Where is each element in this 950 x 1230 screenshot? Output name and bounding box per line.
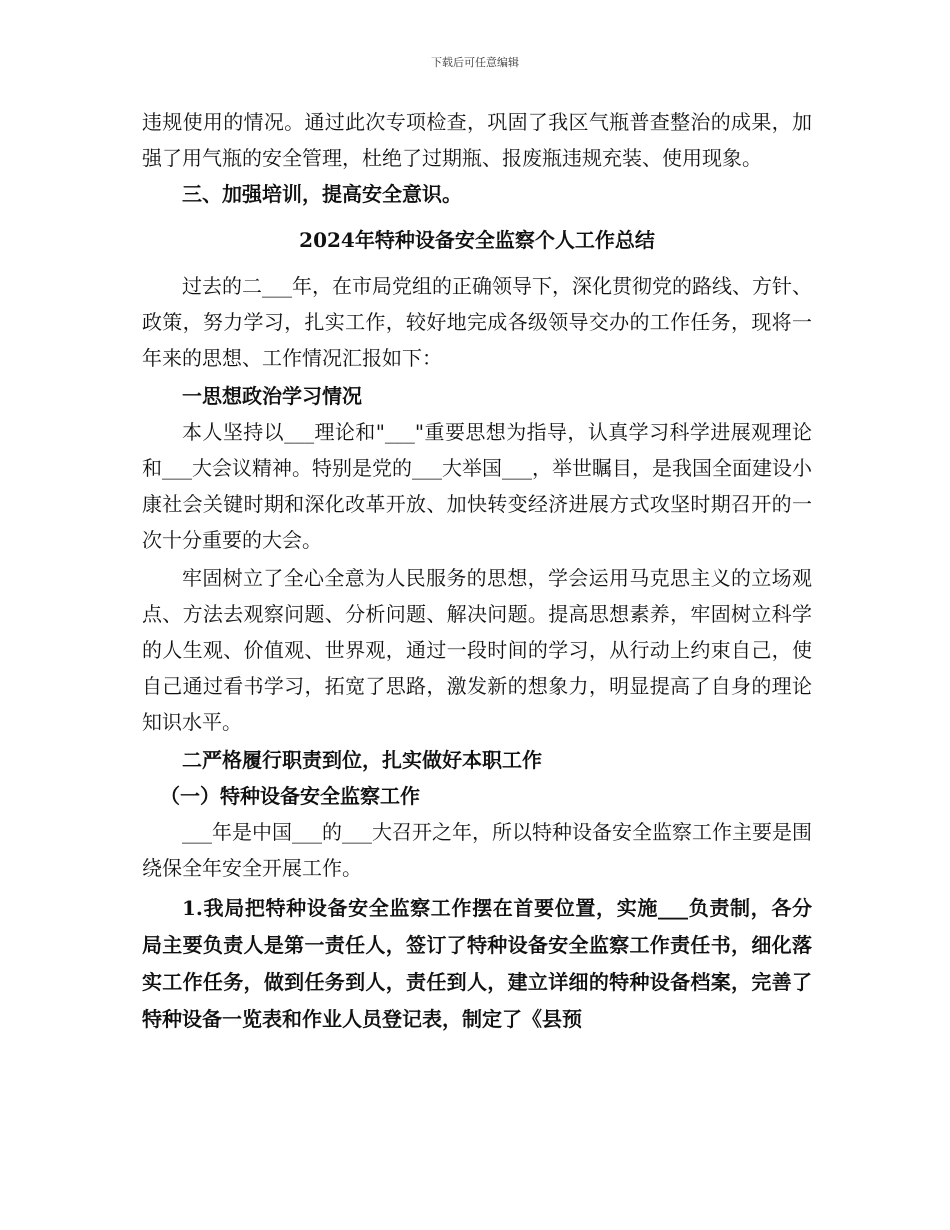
paragraph-intro: 过去的二___年，在市局党组的正确领导下，深化贯彻党的路线、方针、政策，努力学习，扎实工作，较好地完成各级领导交办的工作任务，现将一年来的思想、工作情况汇报如下： <box>142 274 812 370</box>
paragraph-supervision: ___年是中国___的___大召开之年，所以特种设备安全监察工作主要是围绕保全年安全开展工作。 <box>142 820 812 880</box>
document-title: 2024年特种设备安全监察个人工作总结 <box>299 228 655 252</box>
paragraph-service: 牢固树立了全心全意为人民服务的思想，学会运用马克思主义的立场观点、方法去观察问题、分析问题、解决问题。提高思想素养，牢固树立科学的人生观、价值观、世界观，通过一段时间的学习，从行动上约束自己，使自己通过看书学习，拓宽了思路，激发新的想象力，明显提高了自身的理论知识水平。 <box>142 566 812 734</box>
document-body <box>142 104 812 1038</box>
subsection-heading-supervision: （一）特种设备安全监察工作 <box>160 784 420 808</box>
section-heading-training: 三、加强培训，提高安全意识。 <box>182 182 462 206</box>
paragraph-continuation: 违规使用的情况。通过此次专项检查，巩固了我区气瓶普查整治的成果，加强了用气瓶的安全管理，杜绝了过期瓶、报废瓶违规充装、使用现象。 <box>142 110 812 170</box>
paragraph-responsibility: 1.我局把特种设备安全监察工作摆在首要位置，实施___负责制，各分局主要负责人是第一责任人，签订了特种设备安全监察工作责任书，细化落实工作任务，做到任务到人，责任到人，建立详细的特种设备档案，完善了特种设备一览表和作业人员登记表，制定了《县预 <box>142 896 812 1031</box>
page-header: 下载后可任意编辑 <box>431 56 519 69</box>
paragraph-study: 本人坚持以___理论和"___"重要思想为指导，认真学习科学进展观理论和___大会议精神。特别是党的___大举国___，举世瞩目，是我国全面建设小康社会关键时期和深化改革开放、加快转变经济进展方式攻坚时期召开的一次十分重要的大会。 <box>142 420 812 552</box>
section-heading-duties: 二严格履行职责到位，扎实做好本职工作 <box>182 748 542 772</box>
section-heading-political-study: 一思想政治学习情况 <box>182 384 362 408</box>
